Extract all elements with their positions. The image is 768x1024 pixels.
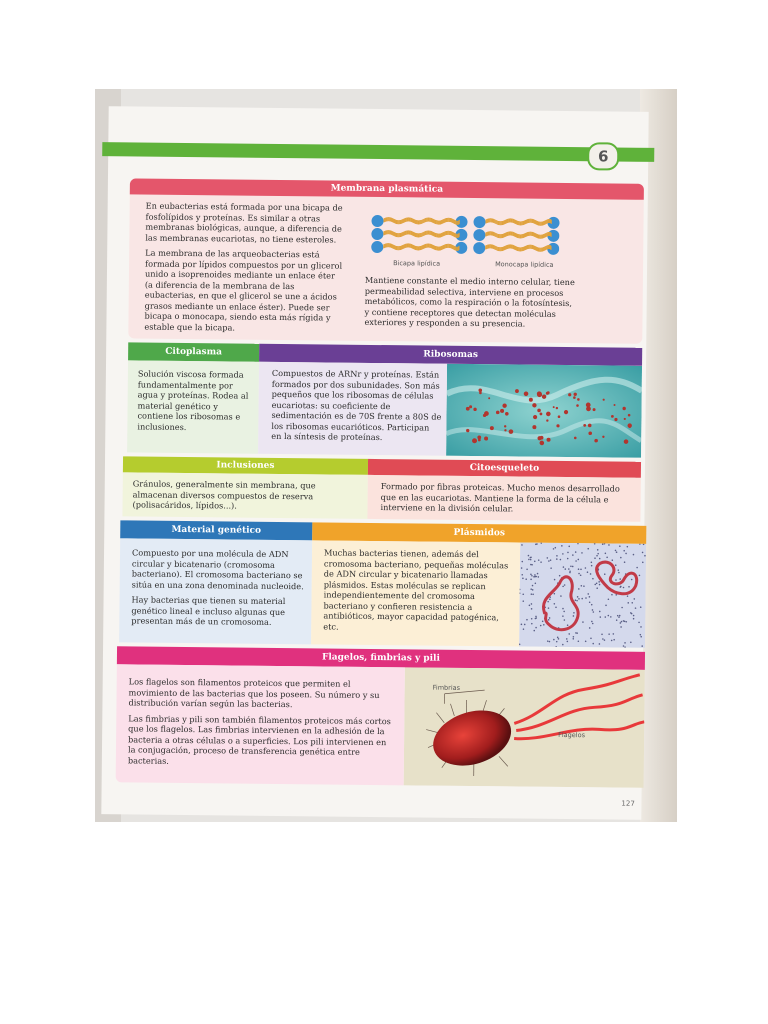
flagelos-paragraph-2: Las fimbrias y pili son también filamentos proteicos más cortos que los flagelos. Las fimbrias intervienen en la adhesión de la bacteria a otras células o a superficies. Los pili intervienen en la conjugación, proceso de transferencia genética entre bacterias. bbox=[127, 712, 391, 766]
membrana-function-text: Mantiene constante el medio interno celular, tiene permeabilidad selectiva, interviene en procesos metabólicos, como la respiración o la fotosíntesis, y contiene receptores que detectan moléculas exteriores y responden a su presencia. bbox=[364, 274, 575, 329]
plasmids-micrograph bbox=[519, 543, 646, 648]
plasmidos-text: Muchas bacterias tienen, además del cromosoma bacteriano, pequeñas moléculas de ADN circular y bicatenario llamadas plásmidos. Estas moléculas se replican independientemente del cromosoma bacteriano y confieren resistencia a antibióticos, mayor capacidad patogénica, etc. bbox=[323, 547, 509, 632]
membrana-paragraph-2: La membrana de las arqueobacterias está formada por lípidos compuestos por un glicerol unido a isoprenoides mediante un enlace éter (a diferencia de la membrana de las eubacterias, en que el glicerol se une a ácidos grasos mediante un enlace éster). Puede ser bicapa o monocapa, siendo esta más rígida y estable que la bicapa. bbox=[144, 247, 343, 333]
label-flagelos: Flagelos bbox=[558, 730, 586, 740]
citoplasma-text: Solución viscosa formada fundamentalmente por agua y proteínas. Rodea al material genético y contiene los ribosomas e inclusiones. bbox=[137, 368, 249, 432]
caption-monocapa: Monocapa lipídica bbox=[495, 260, 554, 269]
membrana-text bbox=[144, 201, 345, 339]
flagelos-paragraph-1: Los flagelos son filamentos proteicos que permiten el movimiento de las bacterias que los poseen. Su número y su distribución varían según las bacterias. bbox=[128, 676, 380, 710]
label-fimbrias: Fimbrias bbox=[432, 683, 461, 692]
chapter-green-bar bbox=[102, 142, 654, 162]
book-photo bbox=[95, 89, 677, 822]
material-paragraph-2: Hay bacterias que tienen su material genético lineal e incluso algunas que presentan más de un cromosoma. bbox=[131, 594, 286, 627]
page-number: 127 bbox=[621, 799, 635, 808]
material-paragraph-1: Compuesto por una molécula de ADN circular y bicatenario (cromosoma bacteriano). El cromosoma bacteriano se sitúa en una zona denominada nucleoide. bbox=[131, 547, 304, 591]
plasmidos-header: Plásmidos bbox=[312, 522, 646, 543]
material-text bbox=[131, 547, 304, 632]
flagelos-header: Flagelos, fimbrias y pili bbox=[117, 646, 645, 670]
chapter-number: 6 bbox=[587, 142, 619, 170]
ribosomas-header: Ribosomas bbox=[259, 344, 642, 366]
membrana-header: Membrana plasmática bbox=[130, 178, 644, 199]
citoesqueleto-header: Citoesqueleto bbox=[368, 459, 641, 478]
citoplasma-header: Citoplasma bbox=[128, 342, 259, 361]
caption-bicapa: Bicapa lipídica bbox=[393, 259, 441, 268]
flagelos-text bbox=[128, 676, 397, 773]
material-header: Material genético bbox=[120, 520, 312, 540]
ribosomas-text: Compuestos de ARNr y proteínas. Están formados por dos subunidades. Son más pequeños que los ribosomas de células eucariotas: su coeficiente de sedimentación es de 70S frente a 80S de los ribosomas eucarióticos. Participan en la síntesis de proteínas. bbox=[271, 367, 442, 443]
inclusiones-text: Gránulos, generalmente sin membrana, que almacenan diversos compuestos de reserva (polisacáridos, lípidos...). bbox=[132, 478, 316, 511]
membrana-paragraph-1: En eubacterias está formada por una bicapa de fosfolípidos y proteínas. Es similar a otras membranas biológicas, aunque, a diferencia de las membranas eucariotas, no tiene esteroles. bbox=[145, 200, 343, 245]
ribosomes-micrograph bbox=[446, 364, 642, 458]
lipid-bilayer-diagram bbox=[369, 213, 559, 257]
citoesqueleto-text: Formado por fibras proteicas. Mucho menos desarrollado que en las eucariotas. Mantiene la forma de la célula e interviene en la división celular. bbox=[380, 481, 620, 514]
textbook-page bbox=[101, 106, 648, 820]
inclusiones-header: Inclusiones bbox=[123, 456, 368, 475]
